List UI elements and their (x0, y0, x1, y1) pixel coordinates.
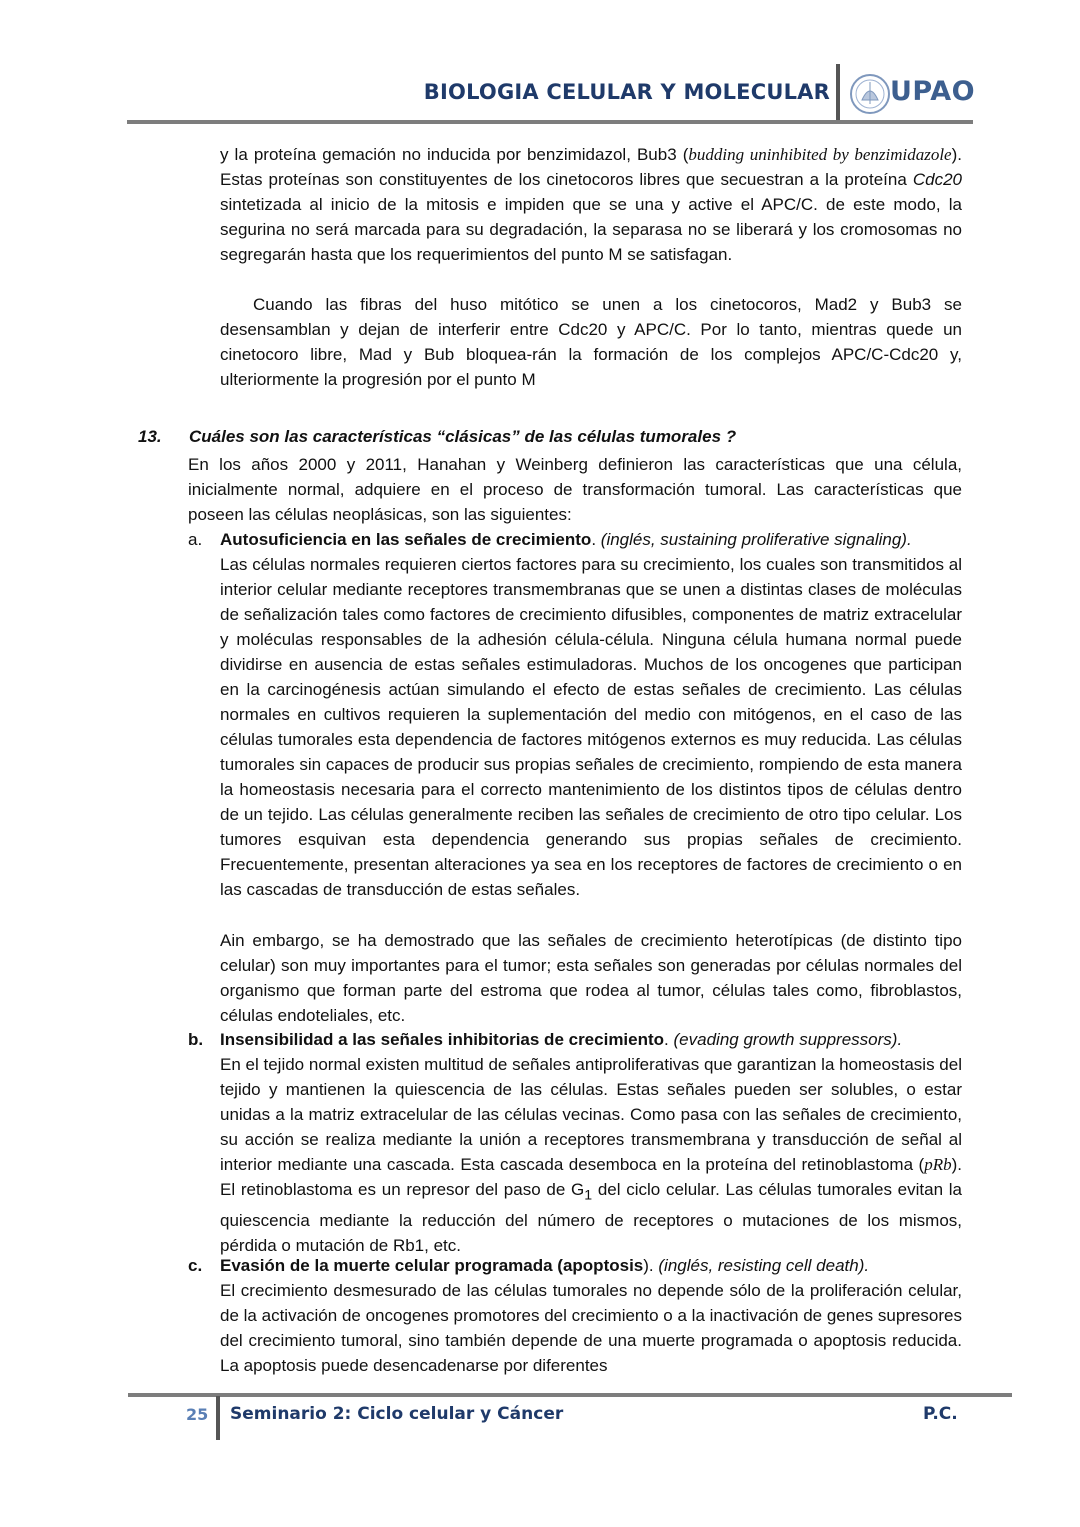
paragraph-bub3 (220, 142, 962, 267)
text-run: El crecimiento desmesurado de las células tumorales no depende sólo de la proliferación celular, de la activación de oncogenes promotores del crecimiento o a la inactivación de genes supresores del crecimiento tumoral, sino también depende de una muerte programada o apoptosis reducida. La apoptosis puede desencadenarse por diferentes (220, 1281, 962, 1375)
text-run: Las células normales requieren ciertos factores para su crecimiento, los cuales son transmitidos al interior celular mediante receptores transmembranas que se unen a distintas clases de moléculas de señalización tales como factores de crecimiento difusibles, componentes de matriz extracelular y moléculas responsables de la adhesión célula-célula. Ninguna célula humana normal puede dividirse en ausencia de estas señales estimuladoras. Muchos de los oncogenes que participan en la carcinogénesis actúan simulando el efecto de estas señales de crecimiento. Las células normales en cultivos requieren la suplementación del medio con mitógenos, en el caso de las células tumorales esta dependencia de factores mitógenos externos es muy reducida. Las células tumorales sin capaces de producir sus propias señales de crecimiento, rompiendo de esta manera la homeostasis necesaria para el correcto mantenimiento de los distintos tipos de células dentro de un tejido. Las células generalmente reciben las señales de crecimiento de otro tipo celular. Los tumores esquivan esta dependencia generando sus propias señales de crecimiento. Frecuentemente, presentan alteraciones ya sea en los receptores de factores de crecimiento o en las cascadas de transducción de estas señales. (220, 555, 962, 899)
paragraph-kinetochore (220, 292, 962, 392)
item-a-body-2 (220, 928, 962, 1028)
item-a-title: Autosuficiencia en las señales de crecimiento (220, 530, 592, 549)
item-a-english: (inglés, sustaining proliferative signaling). (600, 530, 912, 549)
item-b-period: . (664, 1030, 669, 1049)
text-run: pRb (924, 1155, 952, 1174)
item-c-body (220, 1278, 962, 1378)
item-b-body (220, 1052, 962, 1258)
text-run: budding uninhibited by benzimidazole (688, 145, 952, 164)
item-c-english: (inglés, resisting cell death). (658, 1256, 870, 1275)
item-c-title: Evasión de la muerte celular programada (apoptosis (220, 1256, 644, 1275)
question-heading: Cuáles son las características “clásicas” de las células tumorales ? (189, 427, 737, 446)
item-a-heading (188, 527, 912, 552)
item-a-letter: a. (188, 530, 203, 549)
item-c-heading (188, 1253, 869, 1278)
text-run: En los años 2000 y 2011, Hanahan y Weinberg definieron las características que una célula, inicialmente normal, adquiere en el proceso de transformación tumoral. Las características que poseen las células neoplásicas, son las siguientes: (188, 455, 962, 524)
text-run: Ain embargo, se ha demostrado que las señales de crecimiento heterotípicas (de distinto tipo celular) son muy importantes para el tumor; esta señales son generadas por células normales del organismo que forman parte del estroma que rodea al tumor, células tales como, fibroblastos, células endoteliales, etc. (220, 931, 962, 1025)
item-c-title-end: ). (643, 1256, 654, 1275)
item-c-letter: c. (188, 1256, 203, 1275)
text-run: Cdc20 (912, 170, 962, 189)
footer-rule (128, 1393, 1012, 1397)
item-b-heading (188, 1027, 902, 1052)
footer-divider (216, 1396, 220, 1440)
header-divider (836, 64, 840, 122)
text-run: Cuando las fibras del huso mitótico se unen a los cinetocoros, Mad2 y Bub3 se desensamblan y dejan de interferir entre Cdc20 y APC/C. Por lo tanto, mientras quede un cinetocoro libre, Mad y Bub bloquea-rán la formación de los complejos APC/C-Cdc20 y, ulteriormente la progresión por el punto M (220, 295, 962, 389)
page-number: 25 (186, 1405, 209, 1424)
item-a-period: . (591, 530, 597, 549)
item-b-title: Insensibilidad a las señales inhibitorias de crecimiento (220, 1030, 665, 1049)
item-b-letter: b. (188, 1030, 204, 1049)
text-run: ). El retinoblastoma es un represor del paso de G (220, 1155, 962, 1199)
text-run: 1 (584, 1187, 593, 1204)
text-run: y la proteína gemación no inducida por benzimidazol, Bub3 ( (220, 145, 689, 164)
item-b-english: (evading growth suppressors). (673, 1030, 903, 1049)
course-title: BIOLOGIA CELULAR Y MOLECULAR (423, 80, 830, 104)
text-run: En el tejido normal existen multitud de señales antiproliferativas que garantizan la homeostasis del tejido y mantienen la quiescencia de las células. Estas señales pueden ser solubles, o estar unidas a la matriz extracelular de las células vecinas. Como pasa con las señales de crecimiento, su acción se realiza mediante la unión a receptores transmembrana y transducción de señal al interior mediante una cascada. Esta cascada desemboca en la proteína del retinoblastoma ( (220, 1055, 962, 1174)
footer-author: P.C. (923, 1404, 958, 1424)
text-run: del ciclo celular. Las células tumorales evitan la quiescencia mediante la reducción del número de receptores o mutaciones de los mismos, pérdida o mutación de Rb1, etc. (220, 1180, 962, 1256)
header-rule (127, 120, 973, 124)
question-number: 13. (138, 427, 162, 446)
footer-title: Seminario 2: Ciclo celular y Cáncer (230, 1404, 564, 1424)
text-run: ). Estas proteínas son constituyentes de los cinetocoros libres que secuestran a la proteína (220, 145, 962, 189)
item-a-body (220, 552, 962, 902)
logo-text: UPAO (890, 76, 976, 107)
intro-paragraph (188, 452, 962, 527)
text-run: sintetizada al inicio de la mitosis e impiden que se una y active el APC/C. de este modo, la segurina no será marcada para su degradación, la separasa no se liberará y los cromosomas no segregarán hasta que los requerimientos del punto M se satisfagan. (220, 195, 962, 264)
